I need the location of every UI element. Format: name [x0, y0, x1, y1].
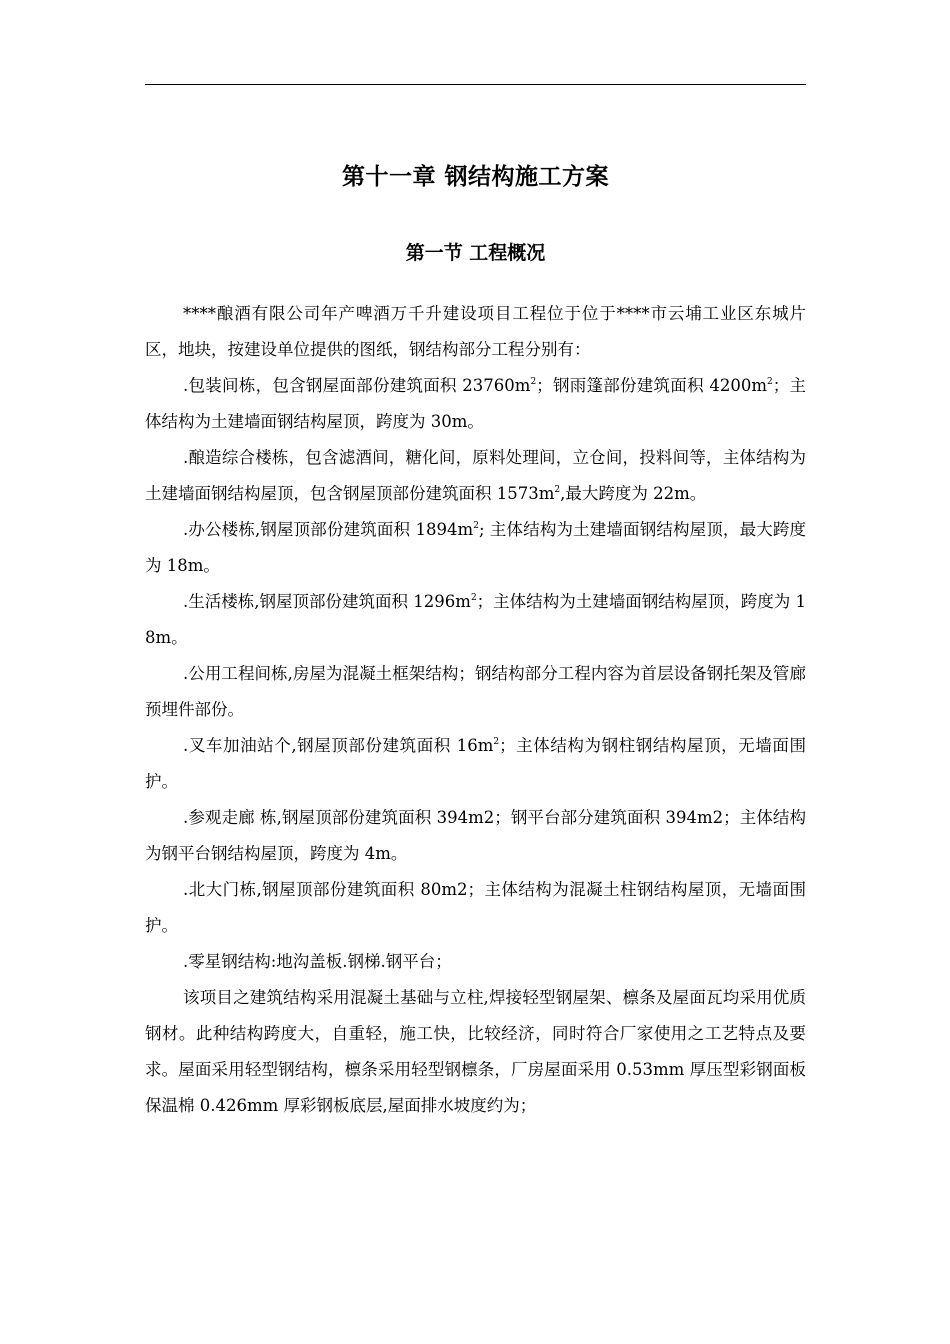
superscript: 2: [470, 593, 477, 603]
paragraph-text: .酿造综合楼栋，包含滤酒间，糖化间，原料处理间，立仓间，投料间等，主体结构为土建墙面钢结构屋顶，包含钢屋顶部份建筑面积 1573m: [145, 448, 806, 503]
paragraph-packaging-building: [145, 368, 806, 440]
paragraph-text: ；主体结构为土建墙面钢结构屋顶，跨度为 18m。: [145, 592, 806, 647]
body-text: [145, 296, 806, 1124]
paragraph-text: ; 主体结构为土建墙面钢结构屋顶，最大跨度为 18m。: [145, 520, 806, 575]
paragraph-text: ,最大跨度为 22m。: [560, 484, 707, 503]
paragraph-text: ；主体结构为土建墙面钢结构屋顶，跨度为 30m。: [145, 376, 807, 431]
section-title: 第一节 工程概况: [405, 242, 546, 264]
paragraph-text: ；钢雨篷部份建筑面积 4200m: [536, 376, 767, 395]
header-rule: [145, 84, 806, 85]
paragraph-utility-building: .公用工程间栋,房屋为混凝土框架结构；钢结构部分工程内容为首层设备钢托架及管廊预埋件部份。: [145, 664, 806, 719]
superscript: 2: [530, 377, 537, 387]
superscript: 2: [473, 521, 479, 531]
superscript: 2: [493, 737, 500, 747]
paragraph-structure-description: 该项目之建筑结构采用混凝土基础与立柱,焊接轻型钢屋架、檩条及屋面瓦均采用优质钢材。此种结构跨度大，自重轻，施工快，比较经济，同时符合厂家使用之工艺特点及要求。屋面采用轻型钢结构，檩条采用轻型钢檩条，厂房屋面采用 0.53mm 厚压型彩钢面板保温棉 0.426mm 厚彩钢板底层,屋面排水坡度约为；: [145, 988, 806, 1115]
paragraph-north-gate: .北大门栋,钢屋顶部份建筑面积 80m2；主体结构为混凝土柱钢结构屋顶，无墙面围护。: [145, 880, 806, 935]
paragraph-text: .生活楼栋,钢屋顶部份建筑面积 1296m: [183, 592, 471, 611]
paragraph-forklift-station: [145, 728, 806, 800]
superscript: 2: [554, 485, 561, 495]
paragraph-text: .办公楼栋,钢屋顶部份建筑面积 1894m: [183, 520, 474, 539]
paragraph-brewing-building: [145, 440, 806, 512]
paragraph-misc-steel: .零星钢结构:地沟盖板.钢梯.钢平台；: [183, 952, 452, 971]
superscript: 2: [767, 377, 773, 387]
chapter-title: 第十一章 钢结构施工方案: [341, 163, 609, 190]
paragraph-text: ；主体结构为钢柱钢结构屋顶，无墙面围护。: [145, 736, 806, 791]
paragraph-office-building: [145, 512, 806, 584]
paragraph-text: .包装间栋，包含钢屋面部份建筑面积 23760m: [183, 376, 531, 395]
paragraph-text: .叉车加油站个,钢屋顶部份建筑面积 16m: [183, 736, 494, 755]
paragraph-intro: ****酿酒有限公司年产啤酒万千升建设项目工程位于位于****市云埔工业区东城片区，地块，按建设单位提供的图纸，钢结构部分工程分别有：: [145, 304, 806, 359]
paragraph-living-building: [145, 584, 806, 656]
paragraph-visitor-corridor: .参观走廊 栋,钢屋顶部份建筑面积 394m2；钢平台部分建筑面积 394m2；主体结构为钢平台钢结构屋顶，跨度为 4m。: [145, 808, 806, 863]
